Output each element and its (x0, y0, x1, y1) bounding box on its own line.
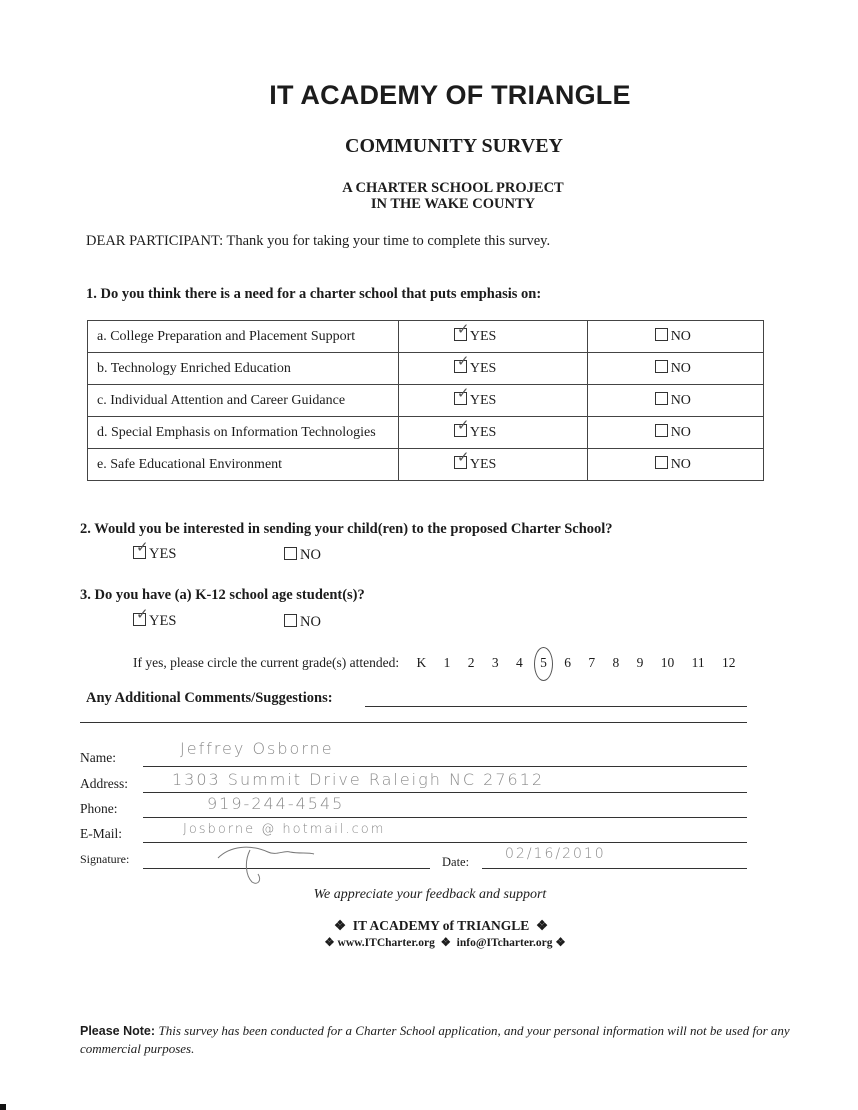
intro-text: DEAR PARTICIPANT: Thank you for taking your time to complete this survey. (86, 233, 551, 249)
grade-option[interactable]: 8 (612, 655, 620, 670)
comments-line[interactable] (365, 706, 747, 707)
q2-yes-option[interactable]: ✓ YES (133, 546, 176, 563)
project-line-1: A CHARTER SCHOOL PROJECT (342, 180, 564, 196)
grade-option[interactable]: 2 (467, 655, 475, 670)
diamond-icon: ❖ (324, 937, 335, 949)
scan-mark (0, 1104, 6, 1110)
signature-label: Signature: (80, 852, 130, 866)
grade-option[interactable]: 12 (722, 655, 736, 670)
checkbox-checked[interactable]: ✓ (133, 613, 146, 626)
footer-contacts (0, 935, 858, 949)
grade-option[interactable]: 9 (636, 655, 644, 670)
name-value: Jeffrey Osborne (180, 739, 334, 758)
email-value: Josborne @ hotmail.com (183, 822, 386, 837)
privacy-note (80, 1022, 820, 1058)
row-label: d. Special Emphasis on Information Technologies (88, 417, 399, 449)
checkbox[interactable] (284, 547, 297, 560)
grade-option[interactable]: 10 (660, 655, 675, 670)
no-option[interactable]: NO (587, 385, 763, 417)
grade-option-circled[interactable]: 5 (540, 655, 547, 670)
footer-website[interactable]: www.ITCharter.org (337, 937, 435, 949)
survey-subtitle: COMMUNITY SURVEY (345, 135, 563, 157)
grade-option[interactable]: K (416, 655, 427, 670)
no-option[interactable]: NO (587, 449, 763, 481)
checkbox[interactable] (655, 456, 668, 469)
checkbox[interactable] (655, 392, 668, 405)
question-1: 1. Do you think there is a need for a charter school that puts emphasis on: (86, 286, 542, 302)
grade-option[interactable]: 1 (443, 655, 451, 670)
row-label: c. Individual Attention and Career Guidance (88, 385, 399, 417)
name-label: Name: (80, 750, 116, 765)
address-field[interactable] (143, 792, 747, 793)
row-label: e. Safe Educational Environment (88, 449, 399, 481)
checkbox[interactable] (655, 424, 668, 437)
yes-option[interactable]: ✓ YES (398, 385, 587, 417)
table-row (88, 321, 764, 353)
email-label: E-Mail: (80, 826, 122, 841)
note-label: Please Note: (80, 1024, 156, 1038)
table-row (88, 353, 764, 385)
comments-label: Any Additional Comments/Suggestions: (86, 690, 333, 706)
question-2: 2. Would you be interested in sending your child(ren) to the proposed Charter School? (80, 521, 613, 537)
checkbox[interactable] (655, 328, 668, 341)
grade-option[interactable]: 3 (491, 655, 499, 670)
row-label: b. Technology Enriched Education (88, 353, 399, 385)
checkbox-checked[interactable]: ✓ (454, 392, 467, 405)
grade-option[interactable]: 11 (691, 655, 705, 670)
q2-no-option[interactable]: NO (284, 547, 321, 564)
phone-value: 919-244-4545 (207, 794, 345, 813)
comments-line[interactable] (80, 722, 747, 723)
checkbox-checked[interactable]: ✓ (454, 456, 467, 469)
date-field[interactable] (482, 868, 747, 869)
checkbox-checked[interactable]: ✓ (454, 424, 467, 437)
checkbox[interactable] (655, 360, 668, 373)
question-3: 3. Do you have (a) K-12 school age student(s)? (80, 587, 365, 603)
thanks-text: We appreciate your feedback and support (313, 887, 547, 902)
signature-image (210, 838, 320, 890)
footer-org (0, 918, 858, 934)
table-row (88, 449, 764, 481)
phone-field[interactable] (143, 817, 747, 818)
footer-org-name: IT ACADEMY of TRIANGLE (352, 918, 530, 933)
q3-no-option[interactable]: NO (284, 614, 321, 631)
date-label: Date: (442, 855, 470, 869)
diamond-icon: ❖ (555, 937, 566, 949)
address-label: Address: (80, 776, 128, 791)
grade-selector (133, 655, 736, 671)
project-line-2: IN THE WAKE COUNTY (370, 196, 536, 212)
grade-option[interactable]: 6 (564, 655, 571, 670)
date-value: 02/16/2010 (505, 846, 606, 862)
grades-prompt: If yes, please circle the current grade(s) attended: (133, 655, 400, 670)
table-row (88, 417, 764, 449)
q1-table (87, 320, 764, 481)
checkbox-checked[interactable]: ✓ (133, 546, 146, 559)
diamond-icon: ❖ (535, 918, 549, 933)
no-option[interactable]: NO (587, 417, 763, 449)
diamond-icon: ❖ (333, 918, 347, 933)
footer-email[interactable]: info@ITcharter.org (456, 937, 553, 949)
yes-option[interactable]: ✓ YES (398, 449, 587, 481)
page-title: IT ACADEMY OF TRIANGLE (269, 80, 631, 110)
checkbox[interactable] (284, 614, 297, 627)
table-row (88, 385, 764, 417)
checkbox-checked[interactable]: ✓ (454, 360, 467, 373)
diamond-icon: ❖ (437, 937, 454, 949)
grade-option[interactable]: 7 (588, 655, 596, 670)
checkbox-checked[interactable]: ✓ (454, 328, 467, 341)
name-field[interactable] (143, 766, 747, 767)
yes-option[interactable]: ✓ YES (398, 353, 587, 385)
address-value: 1303 Summit Drive Raleigh NC 27612 (172, 770, 545, 789)
note-text: This survey has been conducted for a Charter School application, and your personal information will not be used for any commercial purposes. (80, 1023, 790, 1056)
project-heading (0, 180, 858, 212)
yes-option[interactable]: ✓ YES (398, 417, 587, 449)
q3-yes-option[interactable]: ✓ YES (133, 613, 176, 630)
yes-option[interactable]: ✓ YES (398, 321, 587, 353)
no-option[interactable]: NO (587, 353, 763, 385)
grade-option[interactable]: 4 (516, 655, 523, 670)
phone-label: Phone: (80, 801, 118, 816)
row-label: a. College Preparation and Placement Support (88, 321, 399, 353)
no-option[interactable]: NO (587, 321, 763, 353)
